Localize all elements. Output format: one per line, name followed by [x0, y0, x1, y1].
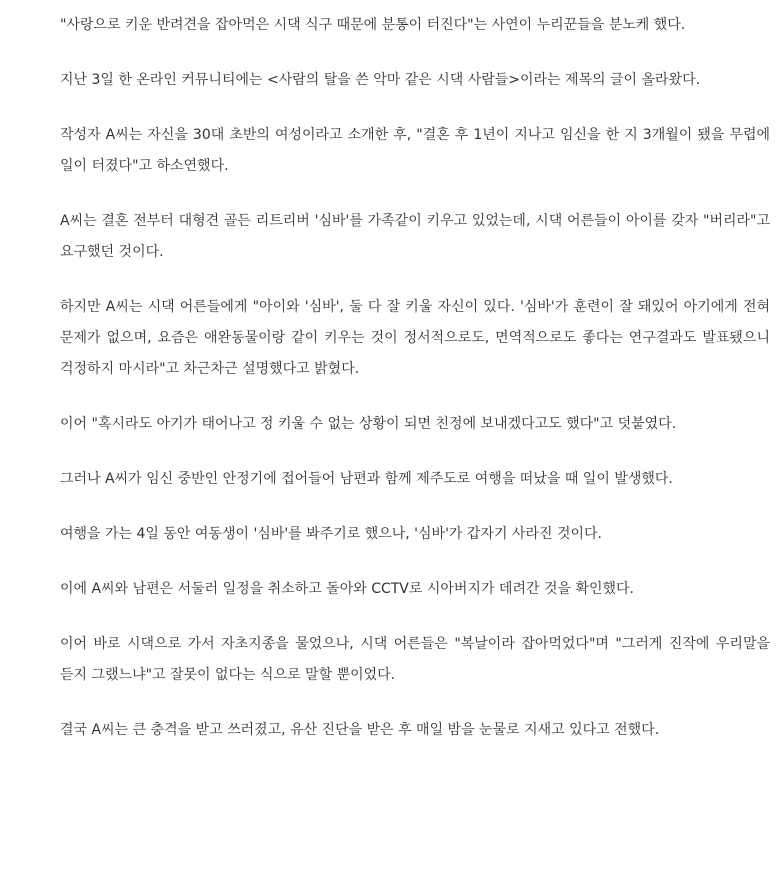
article-paragraph-9: 이에 A씨와 남편은 서둘러 일정을 취소하고 돌아와 CCTV로 시아버지가 데려간 것을 확인했다.: [60, 581, 634, 597]
article-paragraph-1: "사랑으로 키운 반려견을 잡아먹은 시댁 식구 때문에 분통이 터진다"는 사연이 누리꾼들을 분노케 했다.: [60, 17, 686, 33]
article-paragraph-8: 여행을 가는 4일 동안 여동생이 '심바'를 봐주기로 했으나, '심바'가 갑자기 사라진 것이다.: [60, 526, 602, 542]
article-paragraph-2: 지난 3일 한 온라인 커뮤니티에는 <사람의 탈을 쓴 악마 같은 시댁 사람들>이라는 제목의 글이 올라왔다.: [60, 72, 701, 88]
article-paragraph-6: 이어 "혹시라도 아기가 태어나고 정 키울 수 없는 상황이 되면 친정에 보내겠다고도 했다"고 덧붙였다.: [60, 416, 677, 432]
article-paragraph-4: A씨는 결혼 전부터 대형견 골든 리트리버 '심바'를 가족같이 키우고 있었는데, 시댁 어른들이 아이를 갖자 "버리라"고 요구했던 것이다.: [60, 213, 770, 260]
article-paragraph-10: 이어 바로 시댁으로 가서 자초지종을 물었으나, 시댁 어른들은 "복날이라 잡아먹었다"며 "그러게 진작에 우리말을 듣지 그랬느냐"고 잘못이 없다는 식으로 말할 뿐이었다.: [60, 636, 770, 683]
article-paragraph-5: 하지만 A씨는 시댁 어른들에게 "아이와 '심바', 둘 다 잘 키울 자신이 있다. '심바'가 훈련이 잘 돼있어 아기에게 전혀 문제가 없으며, 요즘은 애완동물이랑 같이 키우는 것이 정서적으로도, 면역적으로도 좋다는 연구결과도 발표됐으니 걱정하지 마시라"고 차근차근 설명했다고 밝혔다.: [60, 299, 770, 377]
article-paragraph-11: 결국 A씨는 큰 충격을 받고 쓰러졌고, 유산 진단을 받은 후 매일 밤을 눈물로 지새고 있다고 전했다.: [60, 722, 660, 738]
article-paragraph-3: 작성자 A씨는 자신을 30대 초반의 여성이라고 소개한 후, "결혼 후 1년이 지나고 임신을 한 지 3개월이 됐을 무렵에 일이 터졌다"고 하소연했다.: [60, 127, 770, 174]
article-paragraph-7: 그러나 A씨가 임신 중반인 안정기에 접어들어 남편과 함께 제주도로 여행을 떠났을 때 일이 발생했다.: [60, 471, 673, 487]
article-body: [60, 10, 770, 746]
